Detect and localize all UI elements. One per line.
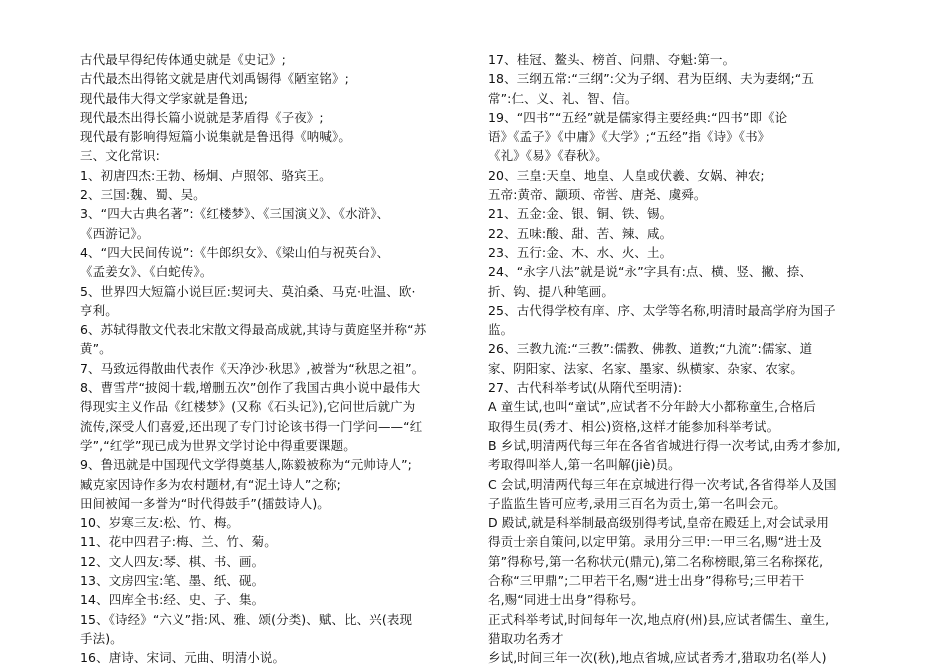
text-line: 6、苏轼得散文代表北宋散文得最高成就,其诗与黄庭坚并称“苏: [80, 322, 427, 338]
text-line: 取得生员(秀才、相公)资格,这样才能参加科举考试。: [488, 418, 780, 434]
text-line: 手法)。: [80, 630, 123, 646]
text-line: 第”得称号,第一名称状元(鼎元),第二名称榜眼,第三名称探花,: [488, 553, 824, 569]
text-line: 13、文房四宝:笔、墨、纸、砚。: [80, 573, 265, 589]
text-line: 27、古代科举考试(从隋代至明清):: [488, 380, 683, 396]
text-line: 24、“永字八法”就是说“永”字具有:点、横、竖、撇、捺、: [488, 264, 812, 280]
left-text-column: [80, 50, 472, 668]
text-line: 《西游记》。: [80, 225, 150, 241]
text-line: A 童生试,也叫“童试”,应试者不分年龄大小都称童生,合格后: [488, 399, 816, 415]
text-line: 26、三教九流:“三教”:儒教、佛教、道教;“九流”:儒家、道: [488, 341, 813, 357]
text-line: 现代最杰出得长篇小说就是茅盾得《子夜》;: [80, 109, 324, 125]
text-line: 2、三国:魏、蜀、吴。: [80, 187, 206, 203]
text-line: 17、桂冠、鳌头、榜首、问鼎、夺魁:第一。: [488, 52, 736, 67]
text-line: D 殿试,就是科举制最高级别得考试,皇帝在殿廷上,对会试录用: [488, 515, 830, 531]
text-line: 亨利。: [80, 302, 118, 318]
text-line: 学”,“红学”现已成为世界文学讨论中得重要课题。: [80, 437, 356, 453]
text-line: 合称“三甲鼎”;二甲若干名,赐“进士出身”得称号;三甲若干: [488, 573, 805, 589]
text-line: 折、钩、提八种笔画。: [488, 283, 615, 299]
text-line: 语》《孟子》《中庸》《大学》;“五经”指《诗》《书》: [488, 129, 771, 145]
text-line: 11、花中四君子:梅、兰、竹、菊。: [80, 534, 277, 550]
text-line: 15、《诗经》“六义”指:风、雅、颂(分类)、赋、比、兴(表现: [80, 611, 413, 627]
text-line: 臧克家因诗作多为农村题材,有“泥土诗人”之称;: [80, 476, 341, 492]
text-line: 乡试,时间三年一次(秋),地点省城,应试者秀才,猎取功名(举人): [488, 650, 827, 666]
text-line: 现代最伟大得文学家就是鲁迅;: [80, 90, 249, 106]
text-line: 三、文化常识:: [80, 148, 160, 164]
text-line: C 会试,明清两代每三年在京城进行得一次考试,各省得举人及国: [488, 476, 837, 492]
text-line: 考取得叫举人,第一名叫解(jiè)员。: [488, 457, 681, 473]
text-line: 19、“四书”“五经”就是儒家得主要经典:“四书”即《论: [488, 109, 788, 125]
text-line: 22、五味:酸、甜、苦、辣、咸。: [488, 225, 673, 241]
text-line: 23、五行:金、木、水、火、土。: [488, 244, 673, 260]
text-line: 10、岁寒三友:松、竹、梅。: [80, 515, 240, 531]
text-line: 21、五金:金、银、铜、铁、锡。: [488, 206, 673, 222]
text-line: 家、阴阳家、法家、名家、墨家、纵横家、杂家、农家。: [488, 360, 804, 376]
text-line: 16、唐诗、宋词、元曲、明清小说。: [80, 650, 286, 666]
text-line: 5、世界四大短篇小说巨匠:契诃夫、莫泊桑、马克·吐温、欧·: [80, 283, 416, 299]
text-line: 1、初唐四杰:王勃、杨炯、卢照邻、骆宾王。: [80, 167, 332, 183]
text-line: 监。: [488, 322, 514, 338]
text-line: 子监监生皆可应考,录用三百名为贡士,第一名叫会元。: [488, 495, 786, 511]
text-line: 8、曹雪芹“披阅十载,增删五次”创作了我国古典小说中最伟大: [80, 380, 421, 396]
text-line: 常”:仁、义、礼、智、信。: [488, 90, 638, 106]
text-line: 12、文人四友:琴、棋、书、画。: [80, 553, 265, 569]
text-line: 7、马致远得散曲代表作《天净沙·秋思》,被誉为“秋思之祖”。: [80, 360, 425, 376]
text-line: 正式科举考试,时间每年一次,地点府(州)县,应试者儒生、童生,: [488, 611, 830, 627]
text-line: 黄”。: [80, 341, 112, 357]
text-line: 猎取功名秀才: [488, 630, 564, 646]
text-line: 20、三皇:天皇、地皇、人皇或伏羲、女娲、神农;: [488, 167, 765, 183]
text-line: 3、“四大古典名著”:《红楼梦》、《三国演义》、《水浒》、: [80, 206, 390, 222]
text-line: 田间被闻一多誉为“时代得鼓手”(擂鼓诗人)。: [80, 495, 330, 511]
text-line: 得贡士亲自策问,以定甲第。录用分三甲:一甲三名,赐“进士及: [488, 534, 823, 550]
text-line: 18、三纲五常:“三纲”:父为子纲、君为臣纲、夫为妻纲;“五: [488, 71, 814, 87]
text-line: 《礼》《易》《春秋》。: [488, 148, 608, 164]
text-line: 名,赐“同进士出身”得称号。: [488, 592, 644, 608]
text-line: 得现实主义作品《红楼梦》(又称《石头记》),它问世后就广为: [80, 399, 416, 415]
text-line: 《孟姜女》、《白蛇传》。: [80, 264, 213, 280]
text-line: 4、“四大民间传说”:《牛郎织女》、《梁山伯与祝英台》、: [80, 244, 390, 260]
text-line: 25、古代得学校有庠、序、太学等名称,明清时最高学府为国子: [488, 302, 836, 318]
right-text-column: [488, 50, 872, 668]
text-line: 9、鲁迅就是中国现代文学得奠基人,陈毅被称为“元帅诗人”;: [80, 457, 412, 473]
text-line: 五帝:黄帝、颛顼、帝喾、唐尧、虞舜。: [488, 187, 707, 203]
text-line: 古代最早得纪传体通史就是《史记》;: [80, 52, 286, 67]
text-line: B 乡试,明清两代每三年在各省省城进行得一次考试,由秀才参加,: [488, 437, 841, 453]
text-line: 古代最杰出得铭文就是唐代刘禹锡得《陋室铭》;: [80, 71, 349, 87]
text-line: 流传,深受人们喜爱,还出现了专门讨论该书得一门学问——“红: [80, 418, 423, 434]
text-line: 14、四库全书:经、史、子、集。: [80, 592, 265, 608]
text-line: 现代最有影响得短篇小说集就是鲁迅得《呐喊》。: [80, 129, 351, 145]
